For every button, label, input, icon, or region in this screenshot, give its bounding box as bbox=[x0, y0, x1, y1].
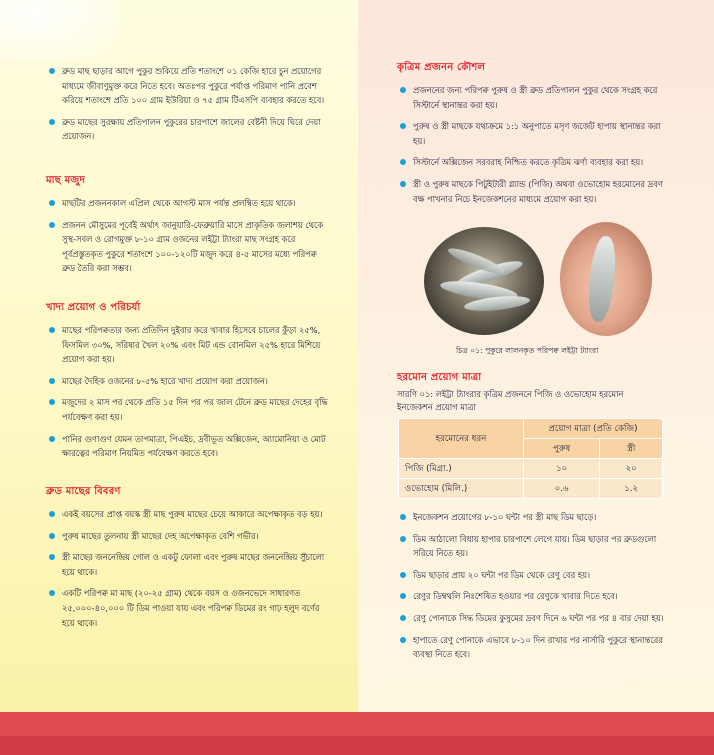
table-cell: ১.২ bbox=[600, 479, 663, 499]
table-row bbox=[399, 459, 663, 479]
table-caption: সারণি ০১: লইট্টা ট্যাংরার কৃত্রিম প্রজননে পিজি ও ওভোহোম হরমোন ইনজেকশন প্রয়োগ মাত্রা bbox=[397, 389, 624, 412]
light-glare bbox=[0, 0, 120, 60]
table-cell: ওভোহোম (মিলি.) bbox=[399, 479, 524, 499]
brood-section bbox=[46, 484, 328, 637]
bullet-icon bbox=[400, 572, 406, 578]
bullet-icon bbox=[49, 222, 55, 228]
list-item: ডিম আঠালো বিধায় হাপার চারপাশে লেগে যায়। ডিম ছাড়ার পর ব্রুডগুলো সরিয়ে নিতে হয়। bbox=[397, 532, 673, 561]
bullet-icon bbox=[49, 327, 55, 333]
footer-band-shadow bbox=[0, 736, 714, 755]
stocking-section bbox=[46, 173, 328, 283]
section-heading: মাছ মজুদ bbox=[46, 175, 86, 186]
list-item: একই বয়সের প্রাপ্ত বয়স্ক স্ত্রী মাছ পুরুষ মাছের চেয়ে আকারে অপেক্ষাকৃত বড় হয়। bbox=[46, 507, 328, 522]
list-item: স্ত্রী ও পুরুষ মাছকে পিটুইটারী গ্ল্যান্ড (পিজি) অথবা ওভোহোম হরমোনের দ্রবণ বক্ষ পাখনার নিচে ইনজেকশনের মাধ্যমে প্রয়োগ করা হয়। bbox=[397, 177, 673, 206]
list-item: ব্রুড মাছের সুরক্ষায় প্রতিপালন পুকুরের চারপাশে জালের বেষ্টনী দিয়ে ঘিরে দেয়া প্রয়োজন। bbox=[46, 115, 328, 144]
hormone-section-heading-block bbox=[397, 370, 673, 387]
list-item: ব্রুড মাছ ছাড়ার আগে পুকুর শুকিয়ে প্রতি শতাংশে ০১ কেজি হারে চুন প্রয়োগের মাধ্যমে জীবাণুমুক্ত করে নিতে হবে। অতঃপর পুকুরে পর্যাপ্ত পরিমাণ পানি প্রবেশ করিয়ে শতাংশে প্রতি ১০০ গ্রাম ইউরিয়া ও ৭৫ গ্রাম টিএসপি ব্যবহার করতে হবে। bbox=[46, 64, 328, 108]
feeding-section bbox=[46, 300, 328, 468]
list-item: প্রজনন মৌসুমের পূর্বেই অর্থাৎ জানুয়ারি-ফেব্রুয়ারি মাসে প্রাকৃতিক জলাশয় থেকে সুস্থ-সবল ও রোগমুক্ত ৮-১০ গ্রাম ওজনের লইট্টা ট্যাংরা মাছ সংগ্রহ করে পূর্বপ্রস্তুতকৃত পুকুরে শতাংশে ১০০-১২০টি মজুদ করে ৪-৫ মাসের মধ্যে পরিপক্ব ব্রুড তৈরি করা সম্ভব। bbox=[46, 218, 328, 276]
fish-shape bbox=[586, 235, 619, 323]
list-item: মাছের দৈহিক ওজনের ৮-৫% হারে খাদ্য প্রয়োগ করা প্রয়োজন। bbox=[46, 374, 328, 389]
bullet-icon bbox=[49, 119, 55, 125]
bullet-icon bbox=[400, 637, 406, 643]
table-cell: ০.৬ bbox=[524, 479, 600, 499]
list-item: মজুদের ২ মাস পর থেকে প্রতি ১৫ দিন পর পর জাল টেনে ব্রুড মাছের দেহের বৃদ্ধি পর্যবেক্ষণ করা হয়। bbox=[46, 395, 328, 424]
table-cell: ২০ bbox=[600, 459, 663, 479]
bullet-icon bbox=[400, 181, 406, 187]
hormone-dose-table bbox=[398, 418, 663, 499]
list-item: প্রজননের জন্য পরিপক্ব পুরুষ ও স্ত্রী ব্রুড প্রতিপালন পুকুর থেকে সংগ্রহ করে সিস্টার্নে স্থানান্তর করা হয়। bbox=[397, 83, 673, 112]
bullet-icon bbox=[49, 378, 55, 384]
section-heading: ব্রুড মাছের বিবরণ bbox=[46, 486, 121, 497]
intro-section bbox=[46, 64, 328, 151]
bullet-icon bbox=[400, 536, 406, 542]
list-item: ডিম ছাড়ার প্রায় ২০ ঘন্টা পর ডিম থেকে রেণু বের হয়। bbox=[397, 568, 673, 583]
list-item: রেণু পোনাকে সিদ্ধ ডিমের কুসুমের দ্রবণ দিনে ৬ ঘন্টা পর পর ৪ বার দেয়া হয়। bbox=[397, 611, 673, 626]
section-heading: হরমোন প্রয়োগ মাত্রা bbox=[397, 372, 482, 383]
list-item: মাছের পরিপক্বতার জন্য প্রতিদিন দুইবার করে খাবার হিসেবে চালের কুঁড়া ২৫%, ফিসমিল ৩০%, সরিষার খৈল ২০% এবং মিট এন্ড বোনমিল ২৫% হারে মিশিয়ে প্রয়োগ করা হয়। bbox=[46, 323, 328, 367]
bullet-icon bbox=[400, 123, 406, 129]
bullet-icon bbox=[49, 436, 55, 442]
list-item: ইনজেকশন প্রয়োগের ৮-১০ ঘন্টা পর স্ত্রী মাছ ডিম ছাড়ে। bbox=[397, 510, 673, 525]
table-header-dose: প্রয়োগ মাত্রা (প্রতি কেজি) bbox=[524, 419, 663, 439]
list-item: সিস্টার্নে অক্সিজেন সরবরাহ নিশ্চিত করতে কৃত্রিম ঝর্ণা ব্যবহার করা হয়। bbox=[397, 155, 673, 170]
bullet-icon bbox=[400, 87, 406, 93]
bullet-icon bbox=[49, 200, 55, 206]
fish-group-photo bbox=[424, 227, 544, 335]
list-item: হাপাতে রেণু পোনাকে এভাবে ৮-১০ দিন রাখার পর নার্সারি পুকুরে স্থানান্তরের ব্যবস্থা নিতে হবে। bbox=[397, 633, 673, 662]
list-item: পানির গুণাগুণ যেমন তাপমাত্রা, পিএইচ, দ্রবীভূত অক্সিজেন, অ্যামোনিয়া ও মোট ক্ষারত্বের পরিমাণ নিয়মিত পর্যবেক্ষণ করতে হবে। bbox=[46, 432, 328, 461]
bullet-icon bbox=[49, 68, 55, 74]
table-header-type: হরমোনের ধরন bbox=[399, 419, 524, 459]
bullet-icon bbox=[49, 554, 55, 560]
artificial-breeding-section bbox=[397, 60, 673, 213]
list-item: পুরুষ মাছের তুলনায় স্ত্রী মাছের দেহ অপেক্ষাকৃত বেশি গভীর। bbox=[46, 529, 328, 544]
bullet-icon bbox=[49, 399, 55, 405]
table-header-female: স্ত্রী bbox=[600, 439, 663, 459]
list-item: মাছটির প্রজননকাল এপ্রিল থেকে আগস্ট মাস পর্যন্ত প্রলম্বিত হয়ে থাকে। bbox=[46, 196, 328, 211]
bullet-icon bbox=[400, 514, 406, 520]
list-item: রেণুর ডিম্বথলি নিঃশেষিত হওয়ার পর রেণুকে খাবার দিতে হবে। bbox=[397, 589, 673, 604]
table-cell: ১০ bbox=[524, 459, 600, 479]
fish-in-hand-photo bbox=[560, 222, 652, 336]
section-heading: কৃত্রিম প্রজনন কৌশল bbox=[397, 62, 486, 73]
section-heading: খাদ্য প্রয়োগ ও পরিচর্যা bbox=[46, 302, 141, 313]
hormone-bullets bbox=[397, 510, 673, 669]
list-item: একটি পরিপক্ব মা মাছ (২০-২৫ গ্রাম) থেকে বয়স ও ওজনভেদে সাধারণত ২৫,০০০-৪০,০০০ টি ডিম পাওয়া যায় এবং পরিপক্ব ডিমের রং গাঢ় হলুদ বর্ণের হয়ে থাকে। bbox=[46, 586, 328, 630]
bullet-icon bbox=[49, 533, 55, 539]
bullet-icon bbox=[400, 615, 406, 621]
bullet-icon bbox=[400, 593, 406, 599]
table-row bbox=[399, 479, 663, 499]
bullet-icon bbox=[49, 511, 55, 517]
bullet-icon bbox=[400, 159, 406, 165]
list-item: স্ত্রী মাছের জননেন্দ্রিয় গোল ও একটু ফোলা এবং পুরুষ মাছের জননেন্দ্রিয় সুঁচালো হয়ে থাকে। bbox=[46, 550, 328, 579]
list-item: পুরুষ ও স্ত্রী মাছকে যথাক্রমে ১:১ অনুপাতে মসৃণ জর্জেট হাপায় স্থানান্তর করা হয়। bbox=[397, 119, 673, 148]
table-header-male: পুরুষ bbox=[524, 439, 600, 459]
bullet-icon bbox=[49, 590, 55, 596]
table-cell: পিজি (মিগ্রা.) bbox=[399, 459, 524, 479]
figure-caption: চিত্র ০১: পুকুরে লালনকৃত পরিপক্ব লইট্টা ট্যাংরা bbox=[456, 346, 599, 355]
